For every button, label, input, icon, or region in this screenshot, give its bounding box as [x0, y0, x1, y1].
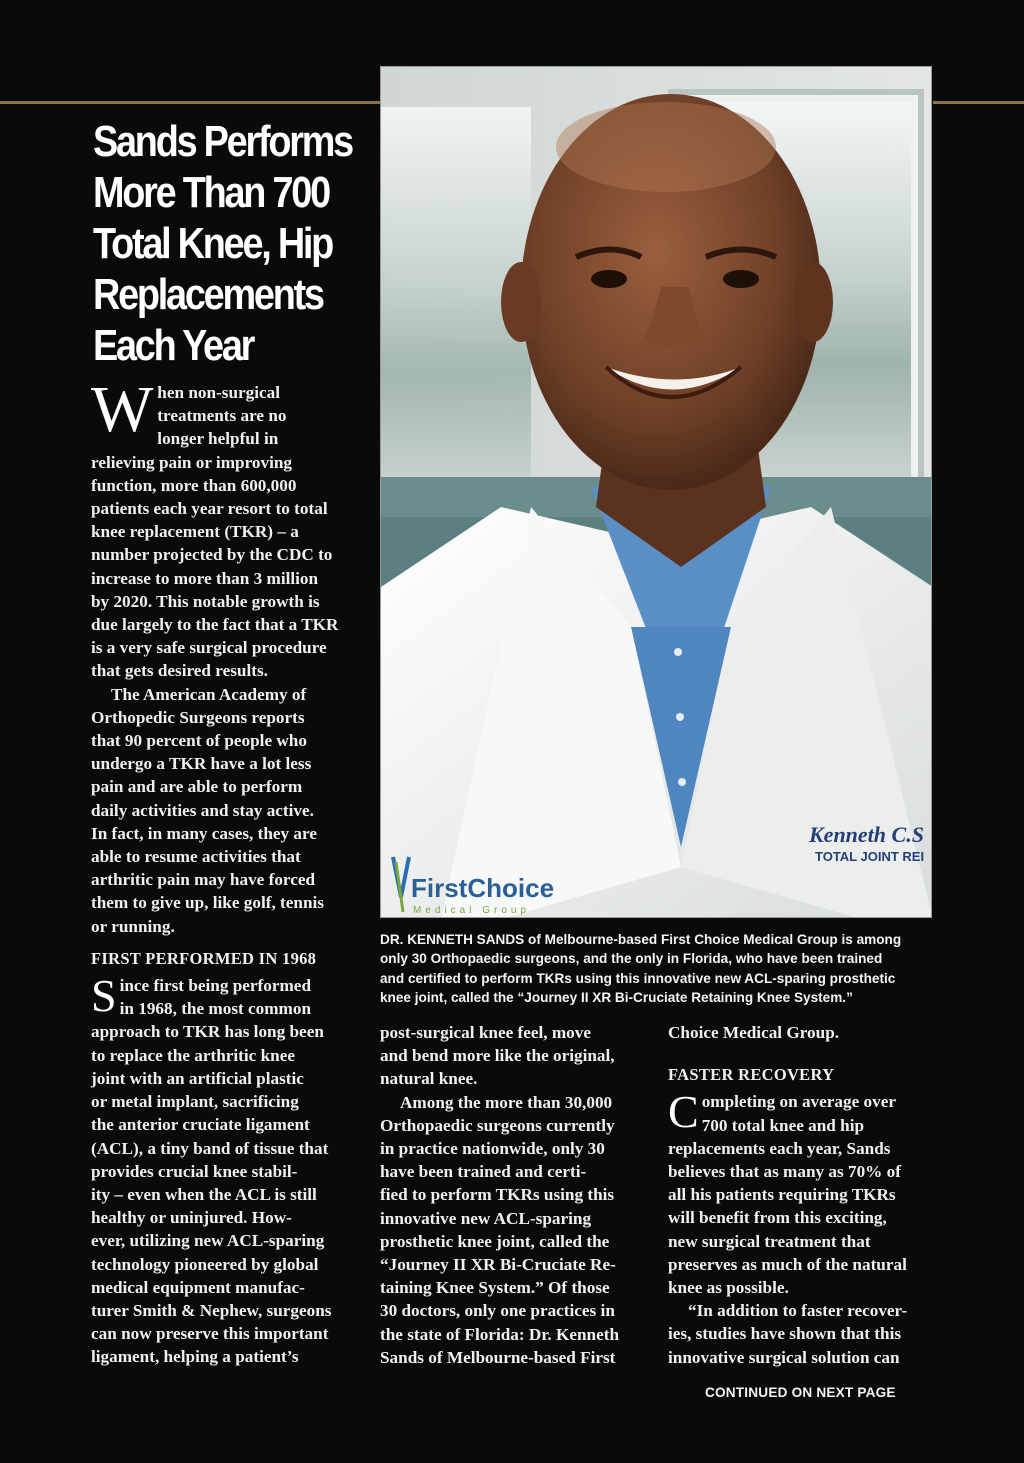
text-line: can now preserve this important	[91, 1324, 329, 1344]
paragraph	[91, 373, 359, 683]
text-line: fied to perform TKRs using this	[380, 1185, 615, 1205]
paragraph	[91, 683, 359, 938]
text-line: is a very safe surgical procedure	[91, 638, 327, 658]
paragraph	[668, 1086, 930, 1299]
text-line: prosthetic knee joint, called the	[380, 1231, 610, 1251]
text-line: number projected by the CDC to	[91, 545, 333, 565]
text-line: undergo a TKR have a lot less	[91, 754, 312, 774]
text-line: innovative surgical solution can	[668, 1347, 900, 1367]
caption-line: and certified to perform TKRs using this innovative new ACL-sparing prosthetic	[380, 970, 896, 986]
text-line: or metal implant, sacrificing	[91, 1092, 299, 1112]
headline-line: Sands Performs	[93, 117, 352, 166]
text-line: 30 doctors, only one practices in	[380, 1301, 615, 1321]
text-line: new surgical treatment that	[668, 1231, 871, 1251]
text-line: (ACL), a tiny band of tissue that	[91, 1138, 329, 1158]
text-line: replacements each year, Sands	[668, 1138, 891, 1158]
text-line: ompleting on average over	[701, 1092, 896, 1112]
text-line: ever, utilizing new ACL-sparing	[91, 1231, 325, 1251]
text-line: all his patients requiring TKRs	[668, 1185, 896, 1205]
paragraph	[380, 1091, 642, 1369]
drop-cap: S	[91, 970, 117, 1022]
text-line: 700 total knee and hip	[701, 1115, 865, 1135]
drop-cap: W	[91, 373, 154, 446]
caption-line: only 30 Orthopaedic surgeons, and the only in Florida, who have been trained	[380, 951, 883, 967]
article-column-1	[91, 373, 359, 1369]
text-line: to replace the arthritic knee	[91, 1045, 295, 1065]
paragraph	[380, 1021, 642, 1091]
continued-on-next-page: CONTINUED ON NEXT PAGE	[705, 1385, 896, 1400]
text-line: Among the more than 30,000	[400, 1092, 613, 1112]
paragraph	[668, 1021, 930, 1044]
text-line: have been trained and certi-	[380, 1162, 587, 1182]
text-line: In fact, in many cases, they are	[91, 823, 317, 843]
text-line: function, more than 600,000	[91, 475, 297, 495]
text-line: healthy or uninjured. How-	[91, 1208, 292, 1228]
text-line: approach to TKR has long been	[91, 1022, 324, 1042]
text-line: treatments are no	[157, 406, 287, 426]
text-line: Choice Medical Group.	[668, 1023, 840, 1042]
logo-subtext: Medical Group	[413, 905, 531, 916]
text-line: Orthopedic Surgeons reports	[91, 707, 305, 727]
paragraph	[668, 1299, 930, 1369]
text-line: daily activities and stay active.	[91, 800, 314, 820]
article-headline	[93, 116, 352, 371]
headline-line: Total Knee, Hip	[93, 219, 333, 268]
text-line: joint with an artificial plastic	[91, 1068, 304, 1088]
top-rule-left	[0, 101, 380, 104]
text-line: “Journey II XR Bi-Cruciate Re-	[380, 1255, 616, 1275]
text-line: ligament, helping a patient’s	[91, 1347, 299, 1367]
text-line: Orthopaedic surgeons currently	[380, 1115, 615, 1135]
text-line: pain and are able to perform	[91, 777, 303, 797]
text-line: in 1968, the most common	[119, 999, 312, 1019]
text-line: post-surgical knee feel, move	[380, 1023, 591, 1042]
text-line: Sands of Melbourne-based First	[380, 1347, 616, 1367]
photo-caption	[380, 930, 940, 1008]
text-line: provides crucial knee stabil-	[91, 1161, 298, 1181]
text-line: that 90 percent of people who	[91, 731, 307, 751]
text-line: due largely to the fact that a TKR	[91, 615, 339, 635]
text-line: “In addition to faster recover-	[688, 1301, 908, 1321]
text-line: The American Academy of	[111, 684, 307, 704]
text-line: the state of Florida: Dr. Kenneth	[380, 1324, 620, 1344]
text-line: in practice nationwide, only 30	[380, 1139, 605, 1159]
text-line: hen non-surgical	[157, 383, 281, 402]
text-line: technology pioneered by global	[91, 1254, 319, 1274]
top-rule-right	[933, 101, 1024, 104]
doctor-portrait-image	[381, 67, 932, 918]
text-line: believes that as many as 70% of	[668, 1162, 901, 1182]
text-line: taining Knee System.” Of those	[380, 1278, 610, 1298]
text-line: ince first being performed	[119, 976, 311, 996]
text-line: ies, studies have shown that this	[668, 1324, 902, 1344]
headline-line: Each Year	[93, 321, 254, 370]
coat-embroidered-name: Kenneth C.S	[809, 822, 924, 847]
text-line: increase to more than 3 million	[91, 568, 319, 588]
text-line: the anterior cruciate ligament	[91, 1115, 310, 1135]
text-line: natural knee.	[380, 1069, 478, 1089]
paragraph	[91, 970, 359, 1368]
text-line: knee as possible.	[668, 1278, 789, 1298]
article-column-2	[380, 1021, 642, 1369]
text-line: or running.	[91, 916, 175, 936]
text-line: medical equipment manufac-	[91, 1277, 305, 1297]
doctor-photo	[380, 66, 932, 918]
text-line: patients each year resort to total	[91, 499, 328, 519]
section-subhead: FASTER RECOVERY	[668, 1065, 835, 1085]
text-line: arthritic pain may have forced	[91, 870, 316, 890]
text-line: by 2020. This notable growth is	[91, 591, 320, 611]
headline-line: More Than 700	[93, 168, 329, 217]
text-line: will benefit from this exciting,	[668, 1208, 887, 1228]
text-line: turer Smith & Nephew, surgeons	[91, 1300, 332, 1320]
text-line: knee replacement (TKR) – a	[91, 522, 299, 542]
caption-line: knee joint, called the “Journey II XR Bi-Cruciate Retaining Knee System.”	[380, 990, 853, 1006]
logo-text: FirstChoice	[411, 873, 555, 903]
text-line: able to resume activities that	[91, 847, 301, 867]
article-column-3	[668, 1021, 930, 1369]
text-line: and bend more like the original,	[380, 1046, 615, 1066]
coat-embroidered-title: TOTAL JOINT REI	[815, 849, 925, 864]
text-line: them to give up, like golf, tennis	[91, 893, 324, 913]
text-line: ity – even when the ACL is still	[91, 1184, 317, 1204]
drop-cap: C	[668, 1086, 699, 1138]
text-line: that gets desired results.	[91, 661, 268, 681]
section-subhead: FIRST PERFORMED IN 1968	[91, 948, 317, 968]
text-line: innovative new ACL-sparing	[380, 1208, 592, 1228]
text-line: longer helpful in	[157, 429, 279, 449]
caption-line: DR. KENNETH SANDS of Melbourne-based First Choice Medical Group is among	[380, 932, 902, 947]
headline-line: Replacements	[93, 270, 323, 319]
text-line: relieving pain or improving	[91, 452, 293, 472]
text-line: preserves as much of the natural	[668, 1254, 907, 1274]
